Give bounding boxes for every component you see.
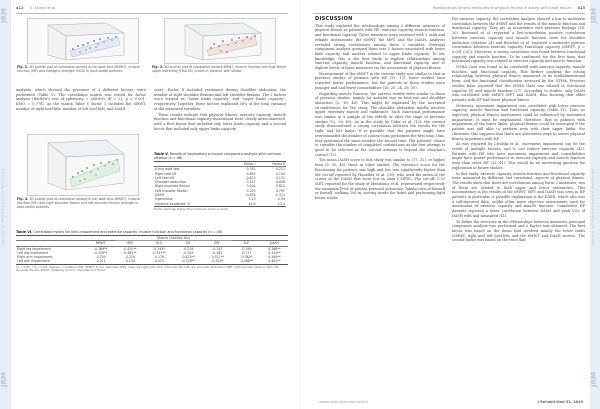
paragraph: Measurement of the 6MWT in the current study was similar to that in previous studies of patients with HF (15, 17). Some studies have reported better performance, but the patients in those studies were younger and had fewer comorbidities (16, 20, 24, 26, 30). — [315, 71, 445, 90]
footer-site[interactable]: www.medicaljournals.se/jrm — [319, 400, 369, 404]
table-6-header: 6MWT — [95, 241, 106, 246]
strip-label-top: JRM — [0, 8, 8, 23]
table-cell: -0.199 — [241, 246, 252, 251]
figure-4-plot — [27, 134, 139, 196]
paragraph: In this study, exercise capacity, muscle function and functional capacity were measured by different, but correlated, aspects of physical fitness. The results show that there are correlations among these 3 measures; two of them are related to both upper and lower extremities. This inconsistency in the results of the 6MWT, MFT and DASH was seen in HF patients in particular. A possible explanation is the DASH, which also was a self-reported data, unlike other more objective instruments used for assessment of exercise capacity and muscle function. Cumulative HF patients reported a lower correlation between DASH and peak VO2 of DASH with and measured (41). — [452, 171, 585, 218]
table-cell: -0.183 — [212, 250, 223, 255]
table-cell: Right arm impairment — [17, 255, 53, 260]
table-6-header: SRF — [214, 241, 221, 246]
footer-journal: J Rehabil Med 51, 2019 — [537, 400, 583, 404]
figure-3-caption: Fig. 3. 3D scatter plot of correlation among 6MWT, muscle function and Fugl-Meyer upper extremity (FMA-UE) scores in patients with stroke. — [152, 65, 287, 74]
paragraph: This study explored the relationships among 3 different measures of physical fitness in patients with HF: exercise capacity, muscle function, and functional capacity. These measures were assessed with 3 valid and reliable instruments: the 6MWT, the MFT, and the DASH. Analyses revealed strong correlations among these 3 variables. Principal component analysis grouped them into 2 factors associated with lower limb capacity and another related to upper limbs capacity. To our knowledge, this is the first study to explore relationships among exercise capacity, muscle function, and functional capacity, and to explore levels of these measures via the assessment of physical fitness. — [315, 23, 445, 71]
strip-label-bottom: JRM — [0, 372, 8, 387]
scatter-3d-plot-3 — [165, 19, 275, 63]
paragraph: score. Factor II included resistance during shoulder abduction, the number of right shoulder flexions and left shoulder flexions. The 2 factors were termed as "lower limbs capacity" and "upper limbs capacity", respectively. Together, these factors explained 58% of the total variance of the measured variables. — [154, 88, 286, 111]
table-cell: 0.658 — [275, 180, 285, 185]
figure-4 — [17, 134, 147, 220]
figure-4-caption: Fig. 4. 3D scatter plot of correlation among 6-min walk test (6MWT), muscle function (MF) and right shoulder flexion and left shoulder flexion strength in post-stroke patients. — [17, 197, 140, 210]
table-cell: 0.812 — [275, 184, 285, 189]
strip-journal-name: Journal of Rehabilitation Medicine — [591, 168, 595, 246]
right-page-number: 413 — [577, 6, 585, 10]
table-5-caption: Table V. Results of exploratory principal component analysis with varimax rotation (n = 48) — [154, 152, 281, 160]
table-cell: -0.134 — [124, 259, 135, 264]
table-cell: -0.389** — [93, 246, 108, 251]
table-cell: Right leg impairment — [17, 246, 51, 251]
strip-journal-name: Journal of Rehabilitation Medicine — [1, 168, 5, 246]
table-cell: DASH — [155, 193, 164, 198]
table-cell: -0.219 — [182, 246, 194, 251]
figure-3-plot — [164, 18, 276, 64]
table-cell: 0.212 — [275, 167, 285, 172]
table-6-header: HRS — [126, 241, 134, 246]
table-cell: 0.229 — [246, 188, 256, 193]
table-cell: Left arm impairment — [17, 259, 50, 264]
table-cell: -0.311 — [274, 193, 285, 198]
table-cell: -0.210 — [124, 255, 135, 260]
right-running-head — [433, 6, 585, 10]
paragraph: As was reported by Cwalski et al., movement impairment can be the result of multiple factors, and it can reduce exercise capacity (42). Patients with HF who have movement impairment and comorbidities might have poorer performance in exercise capacity and muscle function tests than other HF (35, 41). This would be an interesting question for exploration in future studies. — [452, 142, 585, 170]
left-author: G. Chatzi et al. — [29, 6, 57, 10]
table-6 — [16, 230, 288, 273]
table-cell: 0.419** — [268, 250, 281, 255]
table-cell: -0.429** — [93, 250, 108, 255]
scatter-3d-plot-2 — [28, 19, 138, 63]
table-cell: 3.13 — [248, 197, 256, 202]
paragraph: To define the structure in the relationships between measures, principal component analysis was performed and a Factor was obtained. The first factor was based on the items that involved mainly the lower limbs (6MWT, right and left heel-lifts and the 6MWT and DASH scores). The second factor was based on the tests that — [452, 219, 585, 243]
paragraph: For exercise capacity, the correlation analysis showed a low to moderate correlation between the 6MWT and the results of the muscle function and functional capacity. They are in accordance with previous findings (14, 20). Bertrand et al. reported a low-to-moderate positive correlation between exercise capacity and muscle function tests for shoulder abduction (relation 24) and Bouchez et al. reported a moderate positive correlation between exercise capacity, functional capacity (6MWT, p = 0.001 (20)). Moreover, a strong correlation was found between functional capacity and muscle function. To be confirmed, for the first time, that functional capacity was related to exercise capacity and muscle function. — [452, 17, 585, 64]
figure-2-caption: Fig. 2. 3D scatter plot of correlation among 6-min walk test (6MWT), muscle function (MF) and handgrip strength (HGS) in post-stroke patients. — [17, 65, 140, 74]
left-page-number: 412 — [16, 6, 24, 10]
section-title: DISCUSSION — [315, 16, 353, 22]
table-6-header: DASH — [269, 241, 279, 246]
right-text-col-2 — [452, 17, 585, 244]
table-cell: Right heel-lift — [155, 171, 177, 176]
table-5-body — [154, 167, 286, 207]
paragraph: Moreover, movement impairment was correlated with lower exercise capacity, muscle function and functional capacity (Table VI). Thus, as expected, physical fitness assessment could be influenced by movement impairment. It must be emphasized, therefore, that in patients with impairment of the lower limbs, physical fitness could be measured if the patient was still able to perform tests with their upper limbs. For clinicians, this suggests that there are alternative ways to assess physical fitness in patients with HF. — [452, 103, 585, 141]
table-5 — [154, 152, 286, 212]
table-5-header: Factor I — [243, 162, 256, 166]
left-text-col-2 — [154, 88, 286, 132]
table-cell: 0.761 — [246, 167, 256, 172]
table-cell: -0.344* — [152, 246, 165, 251]
strip-label-top: JRM — [590, 8, 598, 23]
table-cell: -0.250 — [95, 255, 106, 260]
table-cell: -0.425** — [181, 255, 195, 260]
table-row — [16, 259, 288, 264]
table-cell: -0.244 — [182, 250, 194, 255]
table-cell: -0.420** — [123, 246, 137, 251]
figure-2-plot — [27, 18, 139, 64]
table-cell: 0.446** — [268, 255, 281, 260]
table-6-group-header: Muscle Function test — [115, 236, 232, 241]
table-cell: -0.511** — [210, 255, 224, 260]
table-cell: Right shoulder flexion — [155, 184, 190, 189]
table-cell: 0.131 — [275, 175, 285, 180]
table-row — [154, 202, 286, 207]
table-cell: -0.488** — [239, 259, 254, 264]
right-text-col-1 — [315, 17, 445, 202]
table-cell: 13.4 — [277, 201, 285, 206]
figure-5 — [154, 196, 286, 197]
table-6-body — [16, 246, 288, 264]
table-cell: -0.223 — [153, 259, 165, 264]
paragraph: These results indicate that physical fitness, exercise capacity, muscle function and functional capacity assessment were closely interconnected, with a first factor that included only lower limbs capacity and a second factor that included only upper limbs capacity. — [154, 112, 286, 131]
table-cell: 0.321 — [246, 180, 256, 185]
table-cell: 0.194 — [275, 171, 285, 176]
scatter-3d-plot-4 — [28, 135, 138, 195]
figure-3 — [152, 18, 287, 86]
paragraph: NYHA class was found to be correlated with exercise capacity, muscle function, and functional capacity. This further confirms the strong relationship between physical fitness measured in its multidimensional form, and the functional classification assessed by the NYHA. Previous studies have reported that the NYHA class was related to functional capacity (9) and muscle function (27). According to studies, only DASH was correlated with 6MWT. MFT and DASH, thus showing that older patients with HF had lower physical fitness. — [452, 65, 585, 102]
right-head-rule — [313, 13, 585, 14]
table-6-header: HLS — [155, 241, 163, 246]
table-cell: 0.388** — [268, 246, 281, 251]
table-cell: -0.482** — [123, 250, 137, 255]
paragraph: The mean DASH score in this study was similar to (17, 32), or higher than (9, 30, 40), those in other studies. The reference score for the functioning for patients was high and low was significantly higher than the cut-off reported by Hunziker et al. (30), who used the mean of the scores of the DASH that were low in class I MFDL. The cut-off, 0.93 MET, reported for the study of Mendonca et al. represented respectively the minimum level of patient personal autonomy. Taking care of himself or herself, walking 100 m, moving inside the home and performing light house-works. — [315, 158, 445, 201]
right-margin-strip — [590, 0, 600, 409]
right-page — [300, 0, 600, 409]
right-running-title: Relationships among measures of physical fitness in adults with heart failure — [432, 6, 572, 10]
left-margin-strip — [0, 0, 11, 409]
table-cell: 0.401** — [268, 259, 281, 264]
table-cell: -0.329* — [211, 259, 224, 264]
table-5-grid — [154, 161, 286, 207]
table-cell: Left heel-lift — [155, 175, 175, 180]
table-5-note: Factor loadings higher than 0.60 are shown in bold. — [154, 206, 229, 211]
table-cell: 0.204 — [246, 184, 256, 189]
table-cell: 6-min walk test — [155, 167, 180, 172]
paragraph: analyses, which showed the presence of 2 different factors, were performed (Table V). The correlation matrix was tested for factor analysis (Bartlett's test of sphericity = 368.699, df = 21, p = 0.001; KMO = 0.778). As the matrix Table V factor 1 included the 6MWT, number of right heel-lifts, number of left heel-lifts, and DASH — [16, 88, 146, 111]
left-text-col-1 — [16, 88, 146, 113]
table-cell: -0.177 — [241, 250, 252, 255]
paragraph: Regarding muscle function, the current results were similar to those of previous studies, mainly for anterior rise on heel-rise and shoulder abduction (2, 16, 40). This might be explained by the increased circumference for the study. The shoulder abduction mostly involves upper extremity muscle and endurance. Such functional performance was similar in a sample of the elderly or after the stage of previous studies (12, 28, 40). As in the study by Cider et al. (12), the current study demonstrated a strong correlation between the results for the right and left limbs. It is possible that the patients might have overestimated the number of contractions performed the first time; thus, they performed the same number the second time. The patients' choice to consider the number of completed contractions as the first attempt is good to be selected as the second attempt is beyond the clinician's control (12). — [315, 91, 445, 157]
table-cell: 44.6 — [248, 201, 256, 206]
table-cell: 0.855 — [246, 171, 256, 176]
table-cell: Variance explained, % — [155, 201, 191, 206]
table-cell: -0.634 — [245, 193, 256, 198]
table-cell: Left leg impairment — [17, 250, 49, 255]
table-cell: -0.362* — [240, 255, 253, 260]
left-running-head — [16, 6, 56, 10]
left-head-rule — [16, 13, 288, 14]
figure-2 — [17, 18, 147, 86]
table-5-header: Factor II — [272, 162, 285, 166]
table-cell: Left shoulder flexion — [155, 188, 188, 193]
table-6-caption: Table VI. Correlation matrix for limb impairment and exercise capacity, muscle function and functional capacity (n = 48) — [16, 230, 223, 234]
table-cell: 0.823 — [246, 175, 256, 180]
table-6-notes: *p < 0.05; **p < 0.01. Pearson correlation test. 6MWT: 6-min walk test; HRS: heel-rise right side; HLS: heel-rise left side; SA: shoulder abduction; SRF: right shoulder flexion; SLF: left shoulder flexion; DASH: Disability of Arm, Shoulder and Hand. — [16, 264, 279, 273]
table-cell: Shoulder abduction — [155, 180, 187, 185]
table-cell: Eigenvalue — [155, 197, 173, 202]
table-cell: -0.211 — [95, 259, 106, 264]
table-cell: 0.797 — [275, 188, 285, 193]
table-cell: -0.154 — [212, 246, 223, 251]
table-cell: -0.176 — [153, 255, 165, 260]
table-6-header: SA — [185, 241, 191, 246]
table-cell: -0.378** — [181, 259, 195, 264]
table-cell: -0.397** — [152, 250, 166, 255]
table-6-header: SLF — [243, 241, 250, 246]
table-6-grid — [16, 235, 288, 265]
strip-label-bottom: JRM — [590, 372, 598, 387]
table-cell: 0.94 — [277, 197, 285, 202]
